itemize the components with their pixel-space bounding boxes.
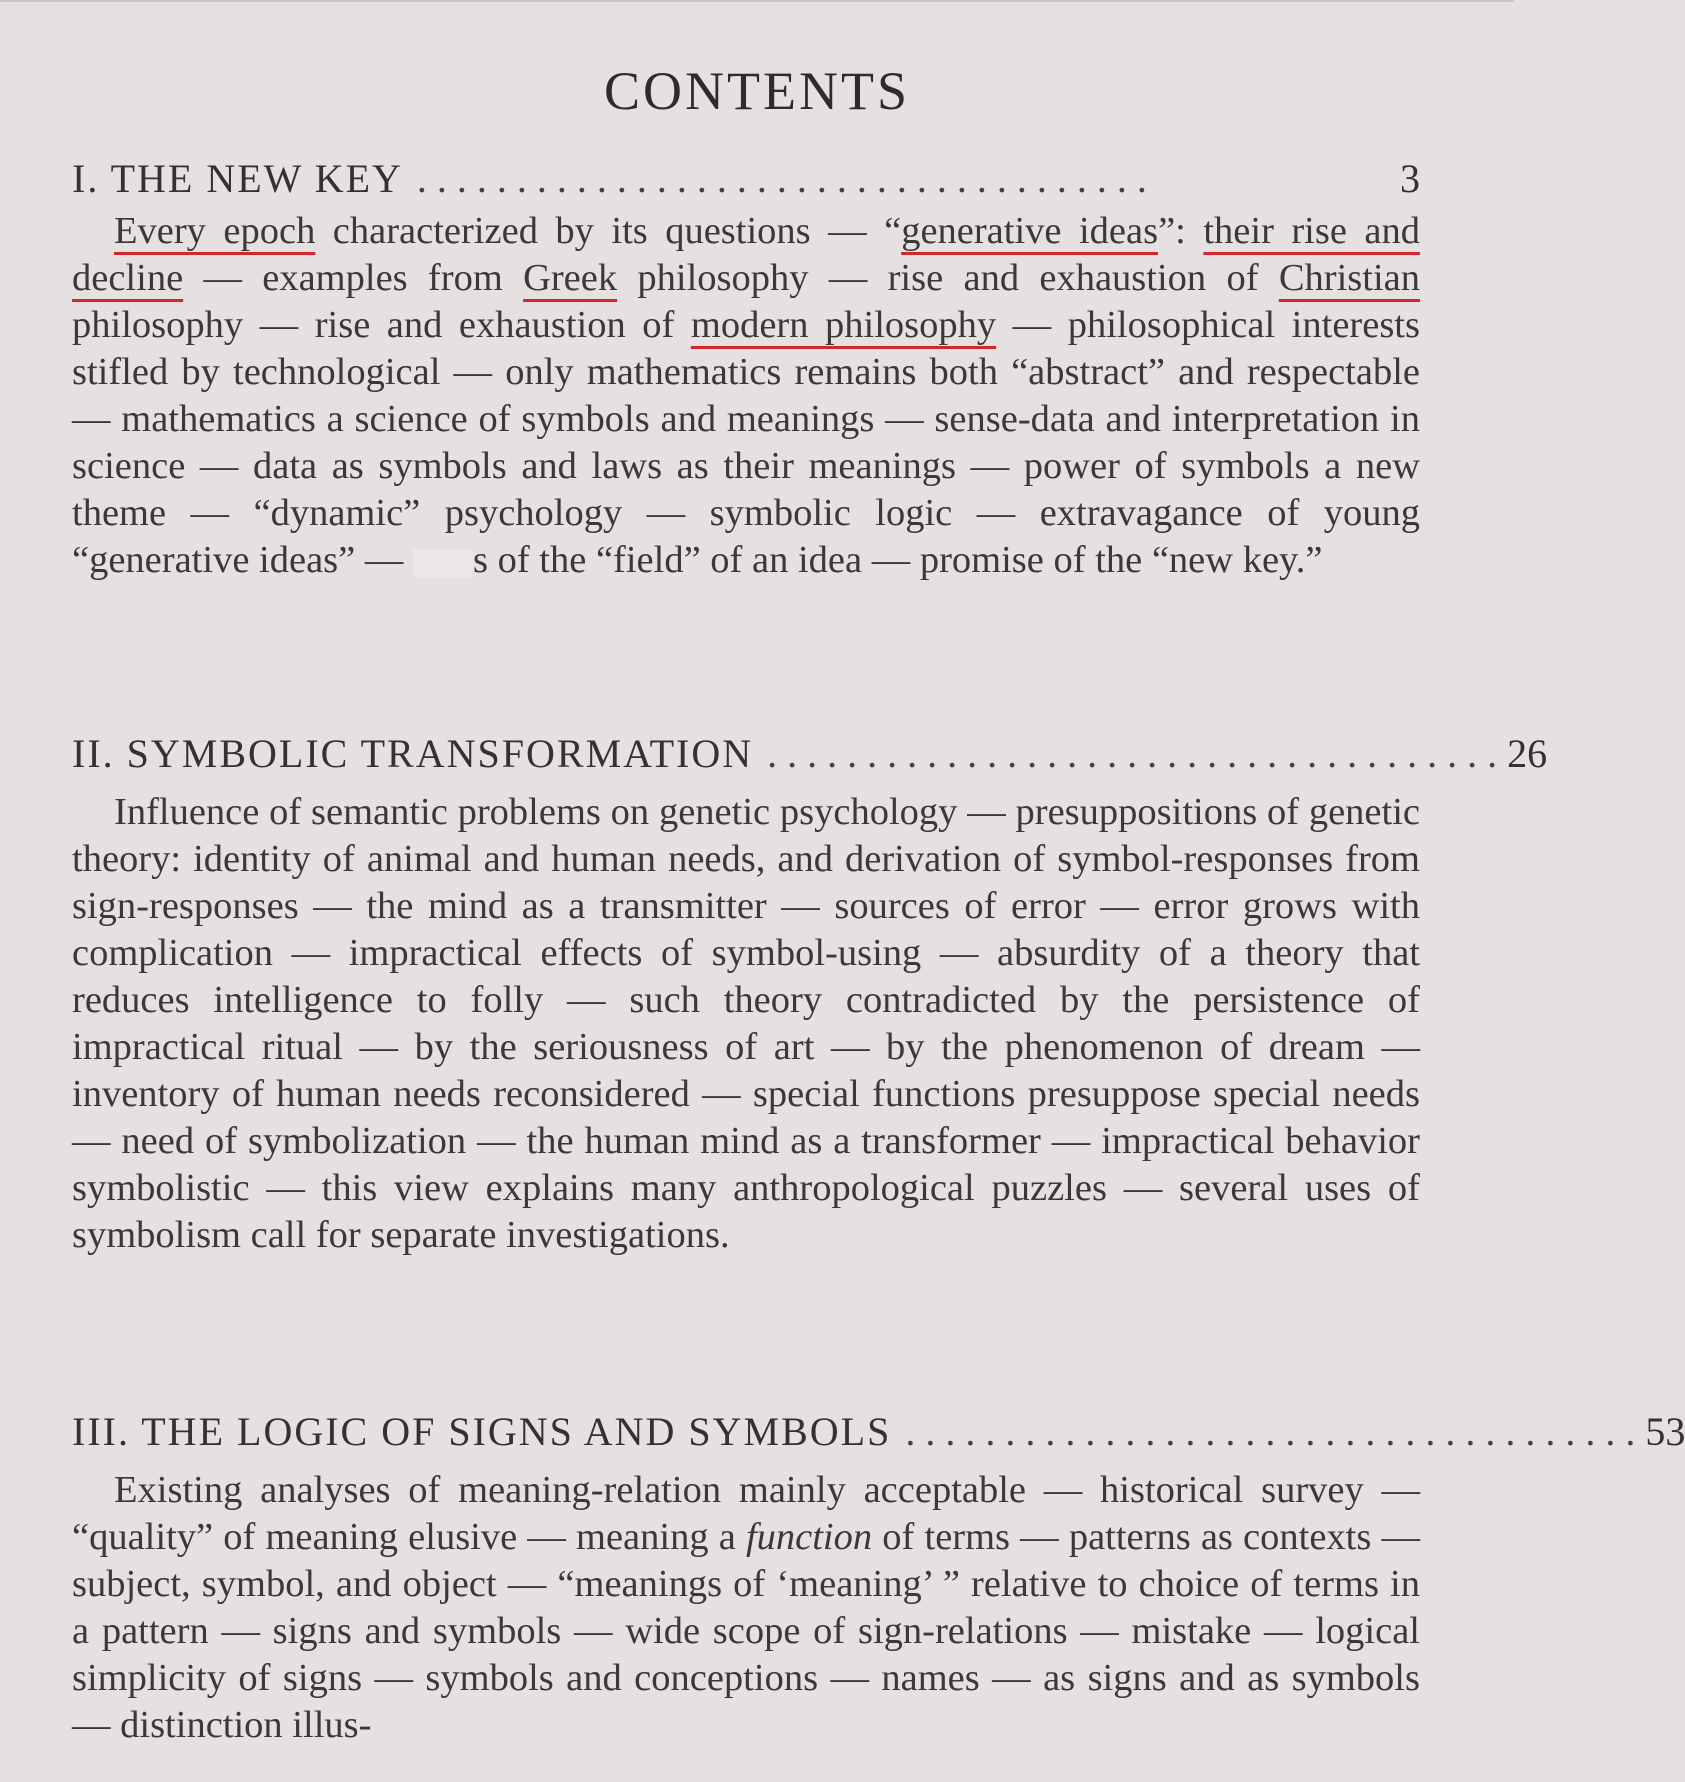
chapter-1: [72, 155, 1420, 584]
annotated-phrase: generative ideas: [901, 210, 1159, 252]
italic-term: function: [745, 1516, 873, 1558]
chapter-title: III. THE LOGIC OF SIGNS AND SYMBOLS: [72, 1409, 892, 1454]
annotated-phrase: Greek: [523, 257, 618, 299]
chapter-2: [72, 730, 1548, 1259]
chapter-summary: Every epoch characterized by its questions — “generative ideas”: their rise and decline — examples from Greek philosophy — rise and exhaustion of Christian philosophy — rise and exhaustion of modern philosophy — philosophical interests stifled by technological — only mathematics remains both “abstract” and respectable — mathematics a science of symbols and meanings — sense-data and interpretation in science — data as symbols and laws as their meanings — power of symbols a new theme — “dynamic” psychology — symbolic logic — extravagance of young “generative ideas” — s of the “field” of an idea — promise of the “new key.”: [72, 210, 1421, 581]
chapter-title: I. THE NEW KEY: [72, 156, 403, 201]
annotated-phrase: their rise and decline: [72, 210, 1421, 299]
annotated-phrase: Christian: [1278, 257, 1420, 299]
chapter-heading: [72, 730, 1548, 777]
chapter-summary: Existing analyses of meaning-relation mainly acceptable — historical survey — “quality” of meaning elusive — meaning a function of terms — patterns as contexts — subject, symbol, and object — “meanings of ‘meaning’ ” relative to choice of terms in a pattern — signs and symbols — wide scope of sign-relations — mistake — logical simplicity of signs — symbols and conceptions — names — as signs and as symbols — distinction illus-: [72, 1469, 1420, 1746]
chapter-page-number: 26: [1507, 731, 1548, 776]
obscured-text: [413, 549, 473, 577]
chapter-heading: [72, 155, 1420, 202]
chapter-summary: Influence of semantic problems on genetic psychology — presuppositions of genetic theory: identity of animal and human needs, and derivation of symbol-responses from sign-responses — the mind as a transmitter — sources of error — error grows with complication — impractical effects of symbol-using — absurdity of a theory that reduces intelligence to folly — such theory contradicted by the persistence of impractical ritual — by the seriousness of art — by the phenomenon of dream — inventory of human needs reconsidered — special functions presuppose special needs — need of symbolization — the human mind as a transformer — impractical behavior symbolistic — this view explains many anthropological puzzles — several uses of symbolism call for separate investigations.: [72, 791, 1420, 1256]
page-top-edge: [0, 0, 1514, 2]
chapter-page-number: 53: [1645, 1409, 1685, 1454]
dot-leader: . . . . . . . . . . . . . . . . . . . . . . . . . . . . . . . . . . . . .: [416, 156, 1147, 201]
dot-leader: . . . . . . . . . . . . . . . . . . . . . . . . . . . . . . . . . . . . .: [905, 1409, 1636, 1454]
dot-leader: . . . . . . . . . . . . . . . . . . . . . . . . . . . . . . . . . . . . .: [767, 731, 1498, 776]
chapter-title: II. SYMBOLIC TRANSFORMATION: [72, 731, 754, 776]
annotated-phrase: modern philosophy: [690, 304, 997, 346]
chapter-page-number: 3: [1400, 156, 1420, 201]
chapter-3: [72, 1408, 1685, 1749]
chapter-heading: [72, 1408, 1685, 1455]
page-title: CONTENTS: [604, 61, 910, 121]
annotated-phrase: Every epoch: [114, 210, 316, 252]
